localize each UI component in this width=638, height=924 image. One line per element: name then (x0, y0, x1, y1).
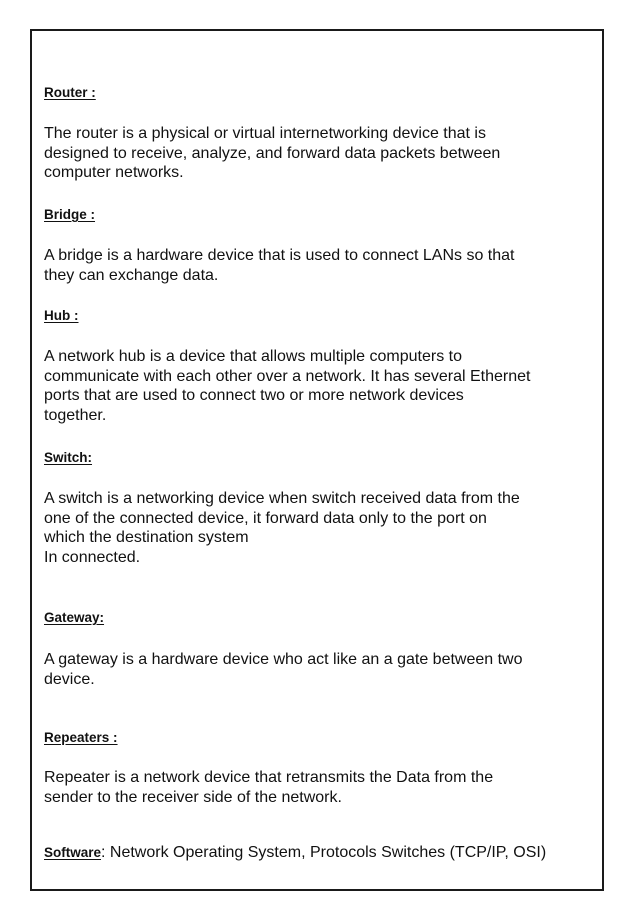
hub-description (44, 347, 594, 425)
repeaters-heading: Repeaters : (44, 730, 118, 745)
software-text: : Network Operating System, Protocols Switches (TCP/IP, OSI) (101, 844, 547, 861)
text-line: A gateway is a hardware device who act like an a gate between two (44, 651, 523, 668)
text-line: designed to receive, analyze, and forward data packets between (44, 144, 501, 162)
text-line: The router is a physical or virtual internetworking device that is (44, 125, 486, 142)
text-line: ports that are used to connect two or more network devices (44, 387, 464, 404)
text-line: In connected. (44, 548, 141, 566)
text-line: sender to the receiver side of the network. (44, 788, 342, 806)
software-label: Software (44, 845, 102, 860)
text-line: which the destination system (44, 529, 249, 546)
switch-description (44, 489, 594, 567)
software-line (44, 843, 594, 863)
gateway-heading: Gateway: (44, 610, 105, 625)
text-line: they can exchange data. (44, 266, 219, 284)
text-line: A network hub is a device that allows multiple computers to (44, 348, 462, 365)
text-line: one of the connected device, it forward data only to the port on (44, 509, 487, 527)
text-line: computer networks. (44, 164, 184, 181)
router-description (44, 124, 594, 183)
text-line: A switch is a networking device when switch received data from the (44, 490, 520, 507)
text-line: A bridge is a hardware device that is used to connect LANs so that (44, 247, 515, 264)
text-line: Repeater is a network device that retransmits the Data from the (44, 769, 494, 786)
hub-heading: Hub : (44, 308, 79, 323)
text-line: device. (44, 670, 95, 688)
router-heading: Router : (44, 85, 96, 100)
bridge-description (44, 246, 594, 285)
bridge-heading: Bridge : (44, 207, 96, 222)
repeaters-description (44, 768, 594, 807)
gateway-description (44, 650, 594, 689)
switch-heading: Switch: (44, 450, 93, 465)
text-line: communicate with each other over a network. It has several Ethernet (44, 367, 531, 385)
text-line: together. (44, 406, 107, 424)
